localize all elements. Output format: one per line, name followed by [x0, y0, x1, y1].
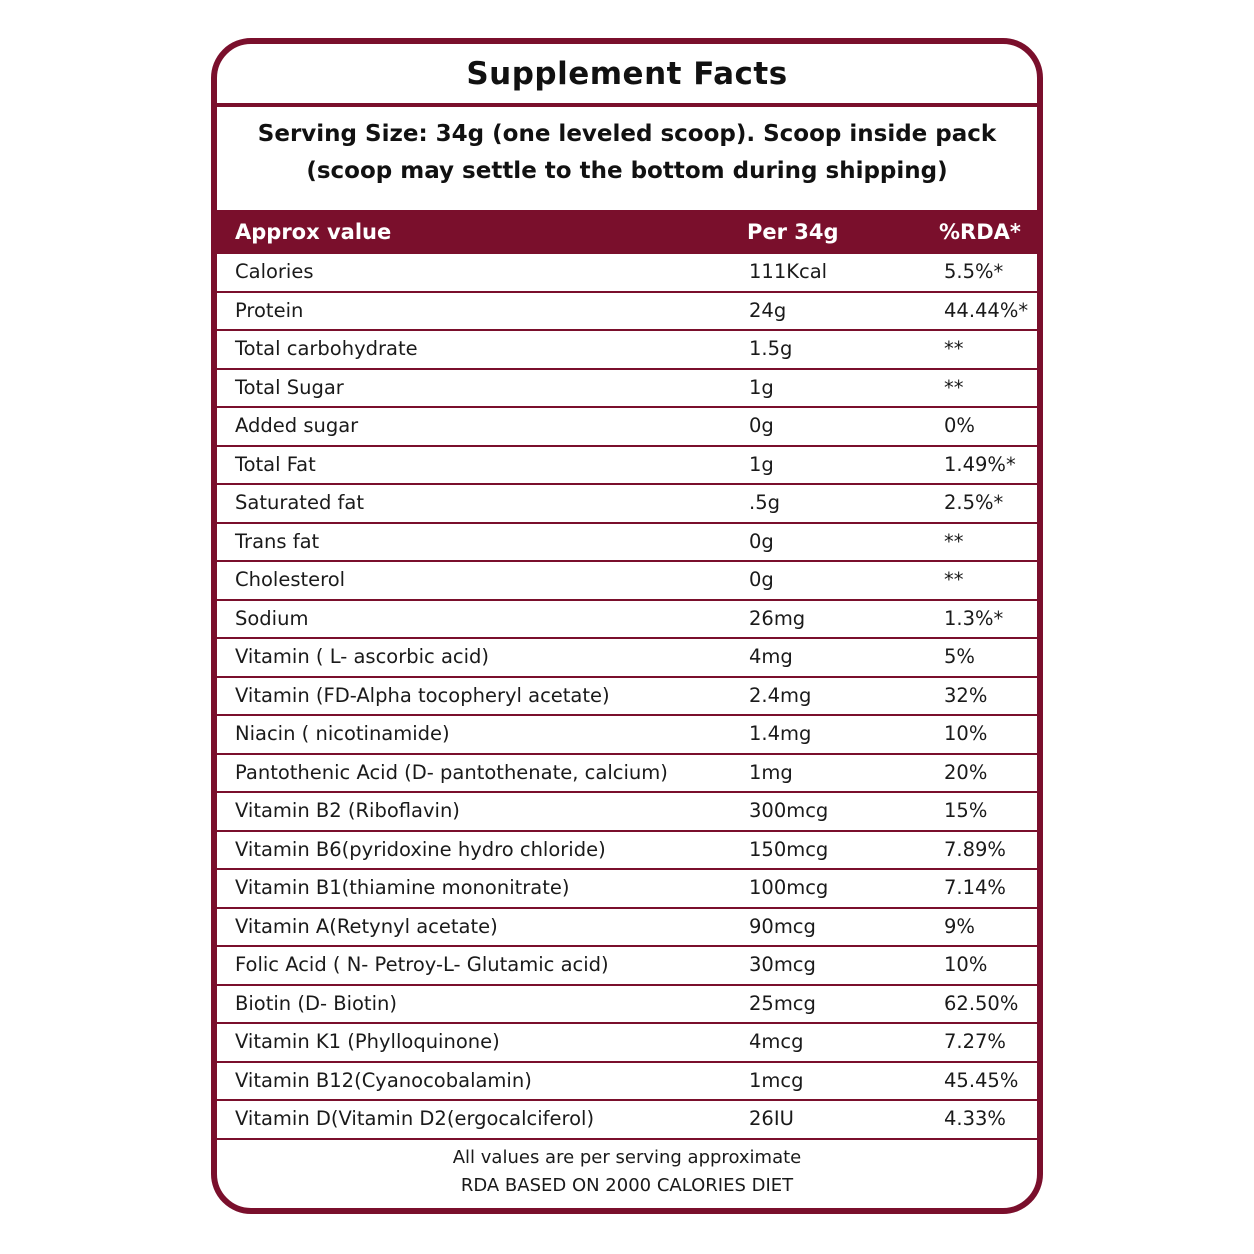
- table-row: [217, 986, 1037, 1025]
- nutrient-rda: 1.49%*: [944, 452, 1016, 476]
- nutrient-amount: 0g: [749, 568, 774, 591]
- table-row: [217, 1024, 1037, 1063]
- label-footer: [217, 1144, 1037, 1200]
- nutrient-rda: 7.14%: [944, 876, 1006, 899]
- nutrient-rda: **: [944, 337, 964, 360]
- header-per-serving: Per 34g: [747, 220, 839, 244]
- nutrient-rda: 2.5%*: [944, 491, 1004, 514]
- table-row: [217, 947, 1037, 986]
- nutrient-name: Vitamin A(Retynyl acetate): [235, 914, 498, 938]
- header-rda: %RDA*: [939, 220, 1021, 244]
- table-row: [217, 678, 1037, 717]
- nutrient-name: Vitamin K1 (Phylloquinone): [235, 1030, 500, 1053]
- nutrient-name: Niacin ( nicotinamide): [235, 722, 450, 745]
- label-title: Supplement Facts: [466, 56, 788, 92]
- nutrient-rda: 9%: [944, 914, 975, 938]
- table-row: [217, 793, 1037, 832]
- table-row: [217, 293, 1037, 332]
- serving-size-line-2: (scoop may settle to the bottom during shipping): [306, 158, 948, 184]
- table-row: [217, 254, 1037, 293]
- table-row: [217, 909, 1037, 948]
- nutrient-name: Added sugar: [235, 414, 359, 437]
- nutrient-name: Vitamin B6(pyridoxine hydro chloride): [235, 837, 606, 861]
- nutrient-amount: 90mcg: [749, 914, 816, 938]
- nutrient-rda: 10%: [944, 722, 988, 745]
- table-row: [217, 447, 1037, 486]
- nutrient-rda: **: [944, 529, 964, 553]
- nutrient-rda: 32%: [944, 683, 988, 707]
- nutrient-rda: 15%: [944, 799, 988, 822]
- nutrient-amount: 0g: [749, 529, 774, 553]
- serving-size-note: [217, 116, 1037, 190]
- footer-note: All values are per serving approximate: [452, 1147, 802, 1168]
- nutrient-amount: 0g: [749, 414, 774, 437]
- nutrient-amount: 24g: [749, 298, 787, 322]
- nutrient-rda: 0%: [944, 414, 975, 437]
- nutrient-amount: 30mcg: [749, 953, 816, 976]
- footer-rda-basis: RDA BASED ON 2000 CALORIES DIET: [460, 1175, 794, 1196]
- nutrient-name: Vitamin (FD-Alpha tocopheryl acetate): [235, 683, 610, 707]
- nutrient-rda: **: [944, 375, 964, 399]
- nutrient-amount: .5g: [749, 491, 780, 514]
- nutrient-name: Folic Acid ( N- Petroy-L- Glutamic acid): [235, 953, 609, 976]
- table-row: [217, 639, 1037, 678]
- nutrient-rda: **: [944, 568, 964, 591]
- nutrient-amount: 300mcg: [749, 799, 829, 822]
- nutrient-name: Calories: [235, 260, 314, 283]
- nutrient-amount: 1g: [749, 452, 774, 476]
- nutrient-amount: 1mg: [749, 760, 793, 784]
- supplement-facts-label: [211, 38, 1043, 1214]
- serving-size-line-1: Serving Size: 34g (one leveled scoop). Scoop inside pack: [257, 121, 997, 147]
- nutrient-name: Total Fat: [235, 452, 316, 476]
- nutrient-rda: 1.3%*: [944, 606, 1004, 630]
- nutrient-rda: 62.50%: [944, 991, 1019, 1015]
- nutrient-name: Biotin (D- Biotin): [235, 991, 397, 1015]
- nutrient-rda: 45.45%: [944, 1068, 1019, 1092]
- nutrient-rda: 10%: [944, 953, 988, 976]
- table-row: [217, 716, 1037, 755]
- nutrient-name: Sodium: [235, 606, 309, 630]
- table-row: [217, 485, 1037, 524]
- nutrient-table: [217, 254, 1037, 1140]
- header-approx-value: Approx value: [235, 220, 392, 244]
- nutrient-amount: 4mg: [749, 645, 793, 668]
- nutrient-rda: 5.5%*: [944, 260, 1004, 283]
- nutrient-name: Vitamin D(Vitamin D2(ergocalciferol): [235, 1107, 595, 1130]
- table-header: [217, 210, 1037, 254]
- nutrient-amount: 100mcg: [749, 876, 829, 899]
- nutrient-name: Vitamin B1(thiamine mononitrate): [235, 876, 570, 899]
- table-row: [217, 331, 1037, 370]
- nutrient-amount: 150mcg: [749, 837, 829, 861]
- table-row: [217, 870, 1037, 909]
- nutrient-name: Vitamin ( L- ascorbic acid): [235, 645, 490, 668]
- table-row: [217, 562, 1037, 601]
- nutrient-amount: 2.4mg: [749, 683, 812, 707]
- nutrient-amount: 1g: [749, 375, 774, 399]
- nutrient-name: Vitamin B12(Cyanocobalamin): [235, 1068, 532, 1092]
- nutrient-amount: 26mg: [749, 606, 806, 630]
- nutrient-amount: 1.4mg: [749, 722, 812, 745]
- table-row: [217, 524, 1037, 563]
- nutrient-amount: 1mcg: [749, 1068, 804, 1092]
- nutrient-rda: 7.27%: [944, 1030, 1006, 1053]
- table-row: [217, 601, 1037, 640]
- title-divider: [217, 103, 1037, 107]
- nutrient-rda: 44.44%*: [944, 298, 1029, 322]
- nutrient-rda: 20%: [944, 760, 988, 784]
- table-row: [217, 1063, 1037, 1102]
- nutrient-amount: 111Kcal: [749, 260, 828, 283]
- nutrient-amount: 26IU: [749, 1107, 794, 1130]
- table-row: [217, 1101, 1037, 1140]
- nutrient-name: Vitamin B2 (Riboflavin): [235, 799, 460, 822]
- nutrient-rda: 7.89%: [944, 837, 1006, 861]
- nutrient-name: Saturated fat: [235, 491, 364, 514]
- table-row: [217, 755, 1037, 794]
- nutrient-rda: 4.33%: [944, 1107, 1006, 1130]
- nutrient-name: Cholesterol: [235, 568, 346, 591]
- nutrient-name: Total Sugar: [235, 375, 344, 399]
- nutrient-rda: 5%: [944, 645, 975, 668]
- table-row: [217, 408, 1037, 447]
- nutrient-amount: 4mcg: [749, 1030, 804, 1053]
- nutrient-name: Protein: [235, 298, 304, 322]
- nutrient-name: Pantothenic Acid (D- pantothenate, calcium): [235, 760, 668, 784]
- table-row: [217, 370, 1037, 409]
- nutrient-name: Total carbohydrate: [235, 337, 418, 360]
- table-row: [217, 832, 1037, 871]
- nutrient-amount: 25mcg: [749, 991, 816, 1015]
- nutrient-amount: 1.5g: [749, 337, 793, 360]
- nutrient-name: Trans fat: [235, 529, 320, 553]
